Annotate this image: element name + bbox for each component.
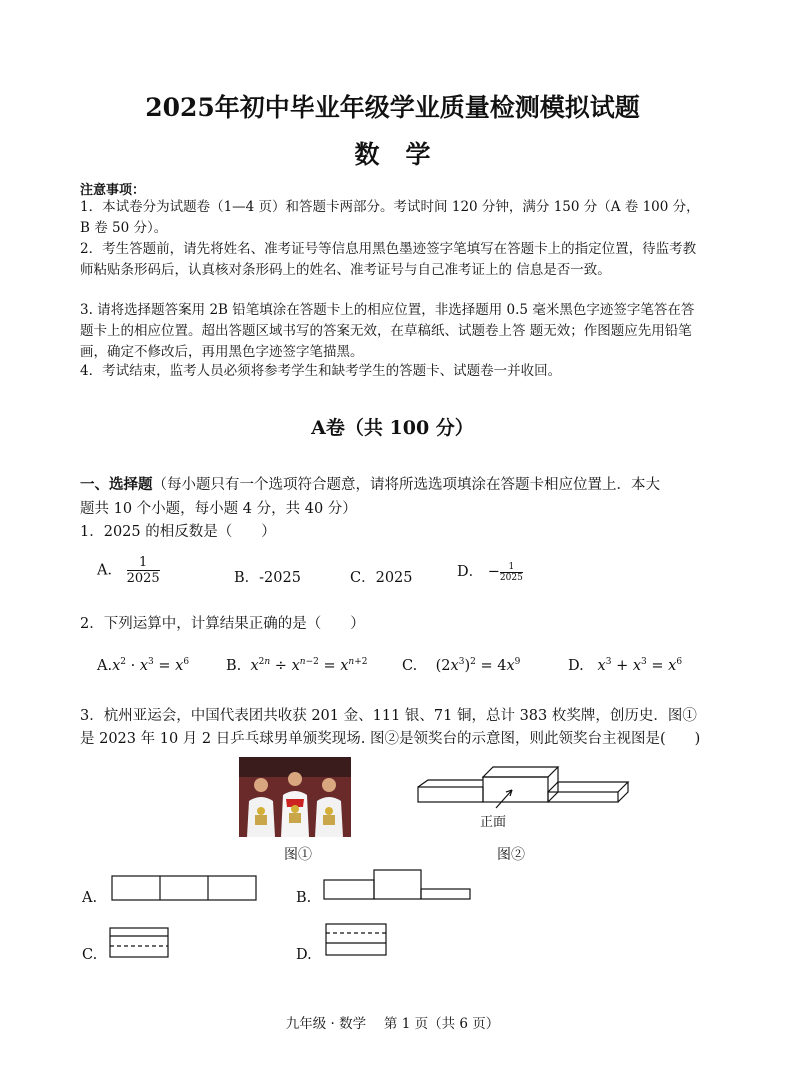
section-a-heading: A卷（共 100 分）: [311, 417, 474, 439]
q3-line-1: 3．杭州亚运会，中国代表团共收获 201 金、111 银、71 铜，总计 383 枚奖牌，创历史．图①: [80, 708, 697, 724]
q2-b-label: B.: [226, 657, 242, 674]
note-item-3: 3. 请将选择题答案用 2B 铅笔填涂在答题卡上的相应位置，非选择题用 0.5 毫米黑色字迹签字笔答在答题卡上的相应位置。超出答题区域书写的答案无效，在草稿纸、试题卷上答 题无效；作图题应先用铅笔画，确定不修改后，再用黑色字迹签字笔描黑。: [80, 302, 695, 360]
q1-a-numerator: 1: [127, 555, 160, 571]
q2-stem: 2．下列运算中，计算结果正确的是（ ）: [80, 616, 365, 632]
part1-heading: 一、选择题: [80, 476, 153, 493]
q1-d-numerator: 1: [500, 562, 523, 573]
front-label: 正面: [480, 815, 507, 830]
q1-a-denominator: 2025: [126, 571, 160, 586]
podium-diagram: [410, 760, 635, 810]
q3-option-a-label: A.: [82, 890, 98, 906]
q1-a-fraction: [127, 555, 160, 586]
q3-option-c-label: C.: [82, 947, 98, 963]
q1-option-a: [97, 555, 160, 586]
page-footer: 九年级 · 数学 第 1 页（共 6 页）: [285, 1016, 500, 1032]
photo-illustration: [239, 757, 351, 837]
q2-option-b: B. $x^{2n} \div x^{n-2} = x^{n+2}$: [226, 657, 368, 674]
q2-option-c: C. $(2x^3)^2 = 4x^9$: [402, 657, 521, 674]
q2-a-label: A.: [97, 657, 113, 674]
q1-stem: 1．2025 的相反数是（ ）: [80, 524, 276, 540]
q1-option-b: B．-2025: [234, 570, 301, 586]
q1-d-denominator: 2025: [499, 572, 523, 583]
figure-1-caption: 图①: [284, 847, 312, 863]
q3-option-d-view: [324, 922, 388, 958]
subject-title: 数学: [354, 140, 457, 169]
q1-d-sign: −: [487, 564, 500, 580]
note-item-2: 2．考生答题前，请先将姓名、准考证号等信息用黑色墨迹签字笔填写在答题卡上的指定位置，待监考教师粘贴条形码后，认真核对条形码上的姓名、准考证号与自己准考证上的 信息是否一致。: [80, 241, 697, 278]
part1-intro: [80, 473, 660, 494]
q3-option-b-label: B.: [296, 890, 312, 906]
part1-desc-1: （每小题只有一个选项符合题意，请将所选选项填涂在答题卡相应位置上．本大: [152, 477, 660, 493]
q2-option-a: $A.x^2 \cdot x^3 = x^6$: [97, 657, 190, 674]
q1-d-fraction: [500, 562, 523, 583]
figure-2-caption: 图②: [497, 847, 525, 863]
q3-option-b-view: [322, 868, 474, 902]
q3-option-d-label: D.: [296, 947, 312, 963]
q2-c-label: C.: [402, 657, 418, 674]
q1-d-label: D．: [457, 564, 484, 580]
q3-option-a-view: [110, 874, 258, 902]
q1-option-c: C．2025: [350, 570, 413, 586]
q2-d-label: D.: [568, 657, 584, 674]
podium-photo: [239, 757, 351, 837]
note-item-4: 4．考试结束，监考人员必须将参考学生和缺考学生的答题卡、试题卷一并收回。: [80, 363, 562, 379]
part1-desc-2: 题共 10 个小题，每小题 4 分，共 40 分）: [80, 501, 357, 517]
q3-option-c-view: [108, 926, 170, 960]
q3-line-2: 是 2023 年 10 月 2 日乒乓球男单颁奖现场. 图②是领奖台的示意图，则此领奖台主视图是( ): [80, 731, 701, 747]
q1-a-label: A．: [97, 562, 122, 579]
q1-option-d: [457, 560, 523, 583]
q2-option-d: D. $x^3 + x^3 = x^6$: [568, 657, 683, 674]
note-item-1: 1．本试卷分为试题卷（1—4 页）和答题卡两部分。考试时间 120 分钟，满分 150 分（A 卷 100 分，B 卷 50 分）。: [80, 199, 700, 236]
notes-heading: 注意事项：: [80, 183, 146, 198]
exam-title: 2025年初中毕业年级学业质量检测模拟试题: [145, 93, 640, 122]
